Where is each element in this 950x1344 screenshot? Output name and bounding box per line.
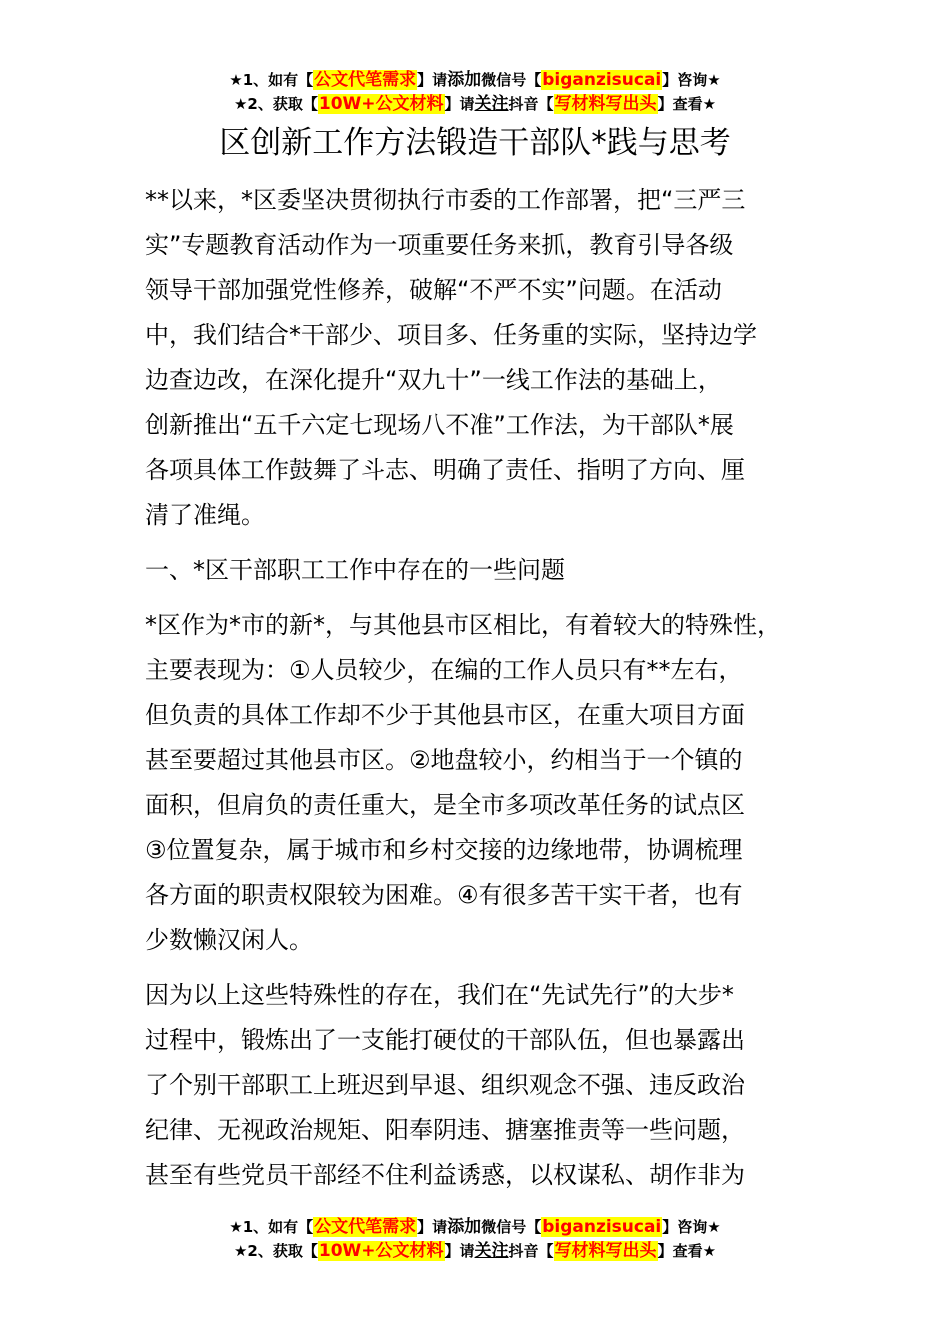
text-line: 过程中，锻炼出了一支能打硬仗的干部队伍，但也暴露出 — [145, 1026, 745, 1054]
promo-text: ★2、获取【 — [233, 95, 318, 113]
bottom-promo-banner — [0, 1215, 950, 1263]
text-line: 各方面的职责权限较为困难。④有很多苦干实干者，也有 — [145, 881, 743, 909]
text-line: ③位置复杂，属于城市和乡村交接的边缘地带，协调梳理 — [145, 836, 743, 864]
promo-text: 】请 — [417, 1218, 448, 1236]
text-line: 甚至要超过其他县市区。②地盘较小，约相当于一个镇的 — [145, 746, 743, 774]
text-line: 清了准绳。 — [145, 501, 265, 529]
promo-line-2 — [0, 1239, 950, 1263]
section-heading — [145, 548, 825, 593]
promo-highlight: 公文代笔需求 — [314, 1217, 417, 1237]
promo-text: ★1、如有【 — [229, 1218, 314, 1236]
promo-line-1 — [0, 68, 950, 92]
text-line: 中，我们结合*干部少、项目多、任务重的实际，坚持边学 — [145, 321, 757, 349]
promo-text: 】查看★ — [657, 95, 717, 113]
text-line: 少数懒汉闲人。 — [145, 926, 313, 954]
promo-line-1 — [0, 1215, 950, 1239]
promo-text: 】请 — [444, 1242, 475, 1260]
text-line: 一、*区干部职工工作中存在的一些问题 — [145, 556, 565, 584]
text-line: 纪律、无视政治规矩、阳奉阴违、搪塞推责等一些问题， — [145, 1116, 745, 1144]
text-line: 领导干部加强党性修养，破解“不严不实”问题。在活动 — [145, 276, 722, 304]
text-line: 创新推出“五千六定七现场八不准”工作法，为干部队*展 — [145, 411, 734, 439]
paragraph — [145, 178, 825, 538]
promo-text: 】咨询★ — [662, 1218, 721, 1236]
promo-highlight: 写材料写出头 — [554, 94, 657, 114]
promo-text: 】请 — [417, 71, 448, 89]
promo-text: 微信号【 — [481, 1218, 542, 1236]
top-promo-banner — [0, 68, 950, 116]
text-line: 主要表现为：①人员较少，在编的工作人员只有**左右， — [145, 656, 743, 684]
promo-highlight: biganzisucai — [542, 70, 662, 90]
text-line: 实”专题教育活动作为一项重要任务来抓，教育引导各级 — [145, 231, 734, 259]
promo-emphasis: 关注 — [474, 94, 509, 114]
promo-text: ★2、获取【 — [233, 1242, 318, 1260]
promo-text: 微信号【 — [481, 71, 542, 89]
paragraph — [145, 973, 825, 1198]
text-line: 但负责的具体工作却不少于其他县市区，在重大项目方面 — [145, 701, 745, 729]
text-line: 各项具体工作鼓舞了斗志、明确了责任、指明了方向、厘 — [145, 456, 745, 484]
promo-highlight: 10W+公文材料 — [318, 94, 444, 114]
promo-text: 】查看★ — [657, 1242, 717, 1260]
promo-emphasis: 添加 — [447, 70, 482, 90]
promo-emphasis: 添加 — [447, 1217, 482, 1237]
promo-highlight: 公文代笔需求 — [314, 70, 417, 90]
promo-highlight: biganzisucai — [542, 1217, 662, 1237]
text-line: **以来，*区委坚决贯彻执行市委的工作部署，把“三严三 — [145, 186, 746, 214]
text-line: *区作为*市的新*，与其他县市区相比，有着较大的特殊性， — [145, 611, 781, 639]
promo-text: 】咨询★ — [662, 71, 721, 89]
promo-text: ★1、如有【 — [229, 71, 314, 89]
promo-text: 抖音【 — [508, 95, 554, 113]
document-body — [145, 178, 825, 1198]
text-line: 边查边改，在深化提升“双九十”一线工作法的基础上， — [145, 366, 722, 394]
promo-highlight: 10W+公文材料 — [318, 1241, 444, 1261]
promo-highlight: 写材料写出头 — [554, 1241, 657, 1261]
text-line: 了个别干部职工上班迟到早退、组织观念不强、违反政治 — [145, 1071, 745, 1099]
text-line: 面积，但肩负的责任重大，是全市多项改革任务的试点区 — [145, 791, 745, 819]
promo-text: 】请 — [444, 95, 475, 113]
promo-line-2 — [0, 92, 950, 116]
promo-emphasis: 关注 — [474, 1241, 509, 1261]
document-title: 区创新工作方法锻造干部队*践与思考 — [219, 125, 731, 161]
text-line: 因为以上这些特殊性的存在，我们在“先试先行”的大步* — [145, 981, 734, 1009]
paragraph — [145, 603, 825, 963]
text-line: 甚至有些党员干部经不住利益诱惑，以权谋私、胡作非为 — [145, 1161, 745, 1189]
promo-text: 抖音【 — [508, 1242, 554, 1260]
